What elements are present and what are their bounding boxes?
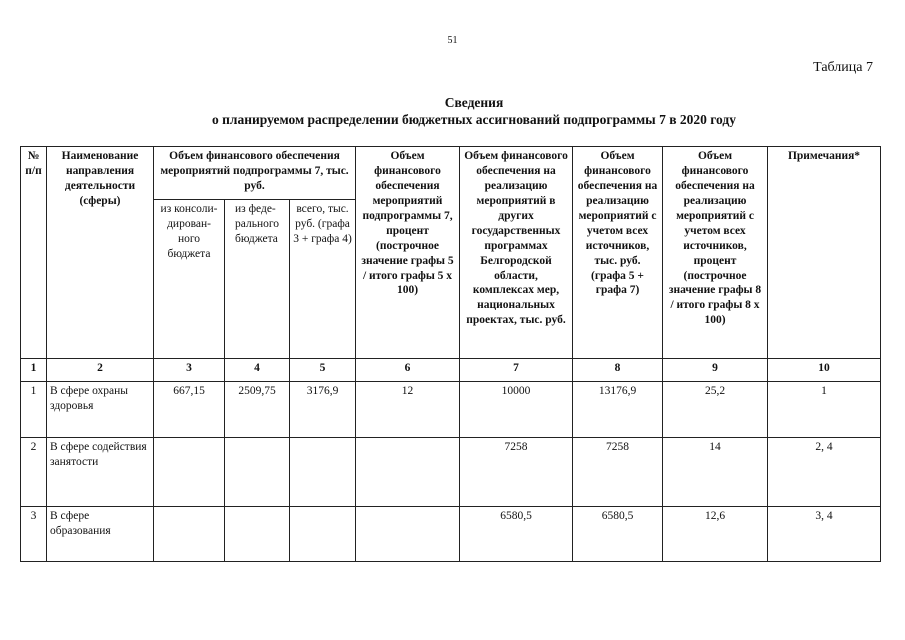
row-sphere: В сфере образования [47,507,154,562]
table-row [21,382,881,438]
cell-all-sources: 6580,5 [573,507,663,562]
header-col1: № п/п [21,147,47,359]
document-title: Сведения [444,95,504,110]
cell-percent [356,438,460,507]
row-number: 2 [21,438,47,507]
cell-notes: 1 [768,382,881,438]
header-group-3-5: Объем финансового обеспечения мероприятий подпрограммы 7, тыс. руб. [154,147,356,200]
column-number: 1 [21,359,47,382]
cell-percent [356,507,460,562]
header-col2: Наименование направления деятельности (сферы) [47,147,154,359]
cell-all-sources-percent: 25,2 [663,382,768,438]
cell-federal [225,438,290,507]
cell-notes: 2, 4 [768,438,881,507]
column-number: 9 [663,359,768,382]
header-col7: Объем финансового обеспечения на реализацию мероприятий в других государственных программах Белгородской области, комплексах мер, национальных проектах, тыс. руб. [460,147,573,359]
cell-all-sources: 7258 [573,438,663,507]
cell-total [290,438,356,507]
row-number: 1 [21,382,47,438]
cell-notes: 3, 4 [768,507,881,562]
column-number: 10 [768,359,881,382]
cell-percent: 12 [356,382,460,438]
allocation-table [20,146,881,562]
column-number: 4 [225,359,290,382]
table-row [21,507,881,562]
page-number: 51 [447,35,458,46]
header-col3: из консоли-дирован-ного бюджета [154,200,225,359]
header-row [21,147,881,200]
row-sphere: В сфере охраны здоровья [47,382,154,438]
cell-other-programs: 10000 [460,382,573,438]
header-col8: Объем финансового обеспечения на реализацию мероприятий с учетом всех источников, тыс. руб. (графа 5 + графа 7) [573,147,663,359]
row-number: 3 [21,507,47,562]
column-number-row [21,359,881,382]
cell-federal: 2509,75 [225,382,290,438]
column-number: 3 [154,359,225,382]
table-label: Таблица 7 [813,60,873,75]
cell-consolidated [154,438,225,507]
header-col9: Объем финансового обеспечения на реализацию мероприятий с учетом всех источников, процент (построчное значение графы 8 / итого графы 8 х 100) [663,147,768,359]
row-sphere: В сфере содействия занятости [47,438,154,507]
cell-consolidated [154,507,225,562]
document-subtitle: о планируемом распределении бюджетных ассигнований подпрограммы 7 в 2020 году [212,112,736,127]
column-number: 2 [47,359,154,382]
header-col6: Объем финансового обеспечения мероприятий подпрограммы 7, процент (построчное значение графы 5 / итого графы 5 х 100) [356,147,460,359]
header-col10: Примечания* [768,147,881,359]
header-col5: всего, тыс. руб. (графа 3 + графа 4) [290,200,356,359]
column-number: 5 [290,359,356,382]
cell-all-sources: 13176,9 [573,382,663,438]
cell-all-sources-percent: 14 [663,438,768,507]
table-row [21,438,881,507]
column-number: 7 [460,359,573,382]
cell-other-programs: 6580,5 [460,507,573,562]
cell-other-programs: 7258 [460,438,573,507]
header-col4: из феде-рального бюджета [225,200,290,359]
cell-federal [225,507,290,562]
column-number: 8 [573,359,663,382]
cell-total [290,507,356,562]
cell-total: 3176,9 [290,382,356,438]
cell-consolidated: 667,15 [154,382,225,438]
column-number: 6 [356,359,460,382]
cell-all-sources-percent: 12,6 [663,507,768,562]
